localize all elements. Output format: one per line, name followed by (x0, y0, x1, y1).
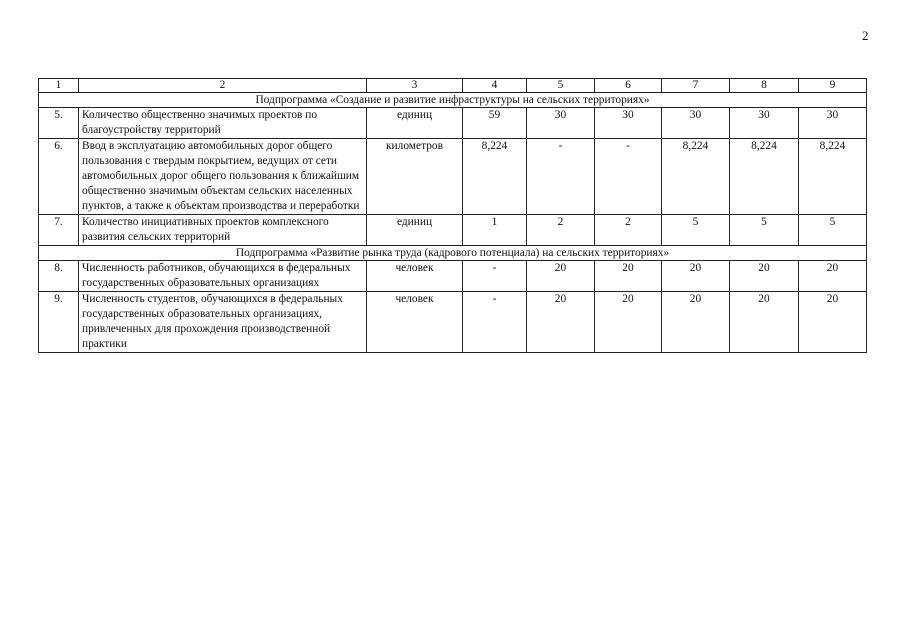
row-number: 9. (39, 292, 79, 353)
value-cell: 2 (527, 215, 595, 246)
unit-cell: километров (367, 139, 463, 215)
section-row (39, 246, 867, 261)
value-cell: 20 (730, 292, 799, 353)
table-row (39, 108, 867, 139)
value-cell: 8,224 (463, 139, 527, 215)
value-cell: - (463, 261, 527, 292)
indicator-name: Количество инициативных проектов комплексного развития сельских территорий (79, 215, 367, 246)
value-cell: 5 (799, 215, 867, 246)
indicators-table (38, 78, 867, 353)
table-row (39, 292, 867, 353)
value-cell: 5 (662, 215, 730, 246)
table-row (39, 139, 867, 215)
value-cell: 20 (662, 292, 730, 353)
table-body (39, 79, 867, 353)
indicator-name: Численность работников, обучающихся в федеральных государственных образовательных организациях (79, 261, 367, 292)
row-number: 5. (39, 108, 79, 139)
header-cell: 2 (79, 79, 367, 93)
header-cell: 3 (367, 79, 463, 93)
unit-cell: единиц (367, 108, 463, 139)
unit-cell: человек (367, 261, 463, 292)
unit-cell: человек (367, 292, 463, 353)
section-title: Подпрограмма «Развитие рынка труда (кадрового потенциала) на сельских территориях» (39, 246, 867, 261)
row-number: 8. (39, 261, 79, 292)
value-cell: 8,224 (730, 139, 799, 215)
header-cell: 7 (662, 79, 730, 93)
value-cell: 30 (662, 108, 730, 139)
value-cell: - (595, 139, 662, 215)
header-cell: 4 (463, 79, 527, 93)
page-number: 2 (862, 28, 869, 43)
header-cell: 6 (595, 79, 662, 93)
value-cell: 5 (730, 215, 799, 246)
value-cell: 20 (595, 261, 662, 292)
header-row (39, 79, 867, 93)
value-cell: 20 (799, 261, 867, 292)
header-cell: 1 (39, 79, 79, 93)
header-cell: 5 (527, 79, 595, 93)
value-cell: 20 (595, 292, 662, 353)
unit-cell: единиц (367, 215, 463, 246)
value-cell: 30 (527, 108, 595, 139)
value-cell: 30 (595, 108, 662, 139)
section-row (39, 93, 867, 108)
header-cell: 8 (730, 79, 799, 93)
table-row (39, 261, 867, 292)
value-cell: 30 (799, 108, 867, 139)
indicator-name: Количество общественно значимых проектов по благоустройству территорий (79, 108, 367, 139)
value-cell: 2 (595, 215, 662, 246)
value-cell: 30 (730, 108, 799, 139)
value-cell: - (463, 292, 527, 353)
row-number: 6. (39, 139, 79, 215)
value-cell: 20 (527, 292, 595, 353)
value-cell: 59 (463, 108, 527, 139)
section-title: Подпрограмма «Создание и развитие инфраструктуры на сельских территориях» (39, 93, 867, 108)
value-cell: 8,224 (799, 139, 867, 215)
value-cell: 20 (527, 261, 595, 292)
value-cell: 20 (799, 292, 867, 353)
value-cell: 20 (730, 261, 799, 292)
table-row (39, 215, 867, 246)
value-cell: - (527, 139, 595, 215)
value-cell: 20 (662, 261, 730, 292)
header-cell: 9 (799, 79, 867, 93)
value-cell: 8,224 (662, 139, 730, 215)
row-number: 7. (39, 215, 79, 246)
indicator-name: Ввод в эксплуатацию автомобильных дорог общего пользования с твердым покрытием, ведущих от сети автомобильных дорог общего пользования к ближайшим общественно значимым объектам сельских населенных пунктов, а также к объектам производства и переработки (79, 139, 367, 215)
value-cell: 1 (463, 215, 527, 246)
indicator-name: Численность студентов, обучающихся в федеральных государственных образовательных организациях, привлеченных для прохождения производственной практики (79, 292, 367, 353)
